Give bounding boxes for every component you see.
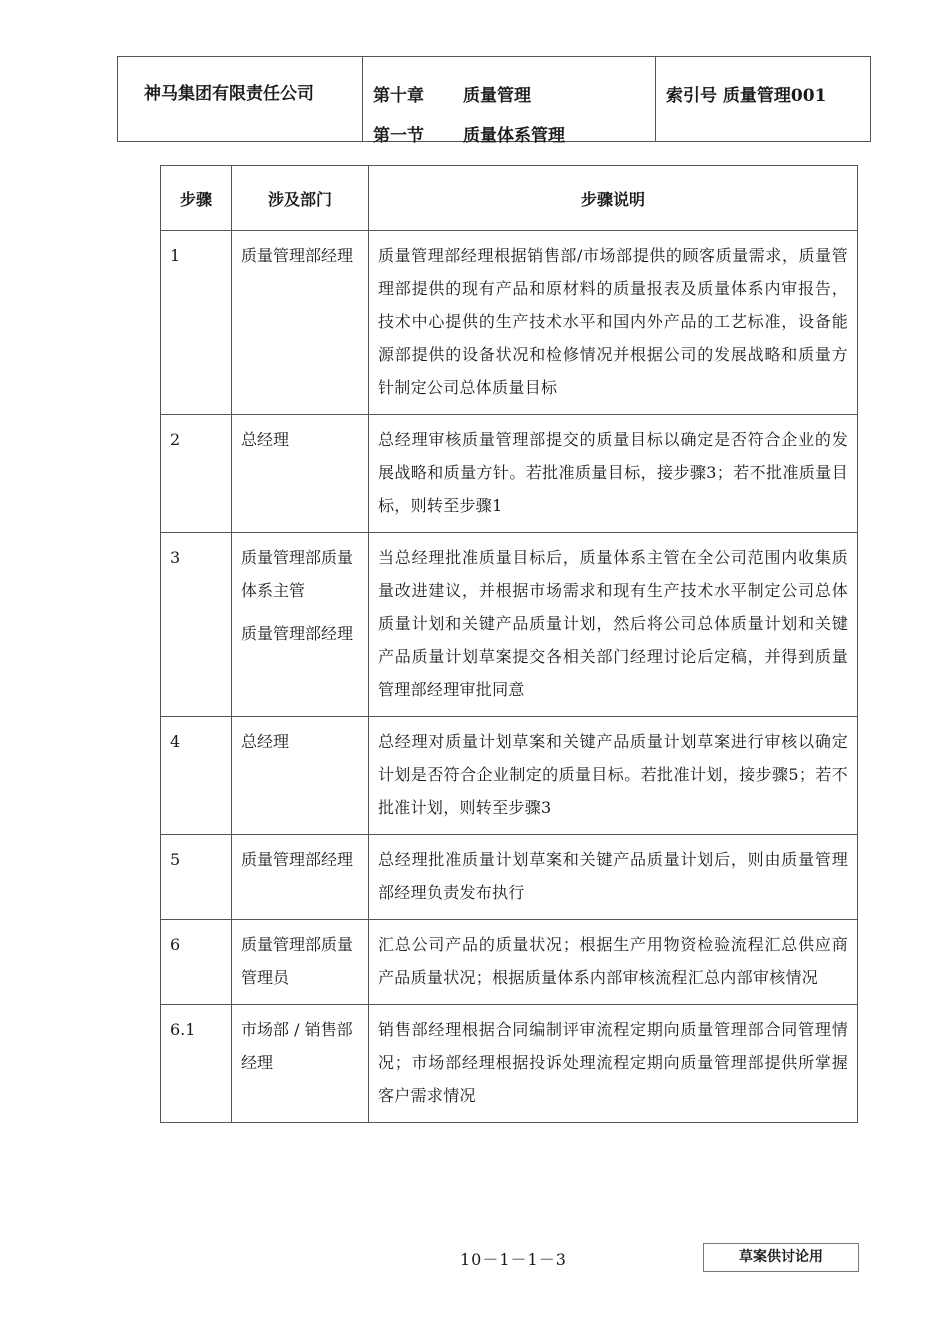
table-row <box>161 533 858 717</box>
dept-name: 质量管理部质量管理员 <box>241 935 354 987</box>
index-line <box>666 81 826 106</box>
table-header-row <box>161 166 858 231</box>
table-row <box>161 717 858 835</box>
step-description: 汇总公司产品的质量状况；根据生产用物资检验流程汇总供应商产品质量状况；根据质量体系内部审核流程汇总内部审核情况 <box>369 920 858 1005</box>
section-title: 质量体系管理 <box>463 126 565 146</box>
table-row <box>161 920 858 1005</box>
company-name: 神马集团有限责任公司 <box>144 84 314 104</box>
dept-name: 质量管理部质量体系主管 <box>241 548 354 600</box>
dept-name: 质量管理部经理 <box>241 246 354 265</box>
table-row <box>161 231 858 415</box>
chapter-title: 质量管理 <box>463 86 531 106</box>
dept-cell <box>232 231 369 415</box>
header-step: 步骤 <box>161 166 232 231</box>
step-number: 3 <box>161 533 232 717</box>
dept-name: 市场部 / 销售部经理 <box>241 1020 353 1072</box>
dept-cell <box>232 415 369 533</box>
section-line <box>373 121 565 146</box>
header-index-cell <box>656 57 870 141</box>
step-number: 1 <box>161 231 232 415</box>
document-header <box>117 56 871 146</box>
step-number: 4 <box>161 717 232 835</box>
dept-name: 总经理 <box>241 430 290 449</box>
header-desc: 步骤说明 <box>369 166 858 231</box>
index-code: 质量管理001 <box>722 86 827 106</box>
step-number: 6.1 <box>161 1005 232 1123</box>
section-label: 第一节 <box>373 126 424 146</box>
dept-cell <box>232 835 369 920</box>
table-row <box>161 1005 858 1123</box>
dept-cell <box>232 717 369 835</box>
header-company-cell <box>118 57 363 141</box>
table-row <box>161 835 858 920</box>
chapter-label: 第十章 <box>373 86 424 106</box>
table-row <box>161 415 858 533</box>
dept-name: 总经理 <box>241 732 290 751</box>
step-description: 销售部经理根据合同编制评审流程定期向质量管理部合同管理情况；市场部经理根据投诉处理流程定期向质量管理部提供所掌握客户需求情况 <box>369 1005 858 1123</box>
step-description: 质量管理部经理根据销售部/市场部提供的顾客质量需求，质量管理部提供的现有产品和原材料的质量报表及质量体系内审报告，技术中心提供的生产技术水平和国内外产品的工艺标准，设备能源部提供的设备状况和检修情况并根据公司的发展战略和质量方针制定公司总体质量目标 <box>369 231 858 415</box>
step-description: 总经理审核质量管理部提交的质量目标以确定是否符合企业的发展战略和质量方针。若批准质量目标，接步骤3；若不批准质量目标，则转至步骤1 <box>369 415 858 533</box>
header-dept: 涉及部门 <box>232 166 369 231</box>
header-chapter-cell <box>363 57 656 146</box>
step-number: 5 <box>161 835 232 920</box>
steps-table <box>160 165 858 1123</box>
step-description: 当总经理批准质量目标后，质量体系主管在全公司范围内收集质量改进建议，并根据市场需求和现有生产技术水平制定公司总体质量计划和关键产品质量计划，然后将公司总体质量计划和关键产品质量计划草案提交各相关部门经理讨论后定稿，并得到质量管理部经理审批同意 <box>369 533 858 717</box>
step-description: 总经理对质量计划草案和关键产品质量计划草案进行审核以确定计划是否符合企业制定的质量目标。若批准计划，接步骤5；若不批准计划，则转至步骤3 <box>369 717 858 835</box>
step-number: 6 <box>161 920 232 1005</box>
dept-cell <box>232 533 369 717</box>
draft-note: 草案供讨论用 <box>703 1243 859 1272</box>
step-number: 2 <box>161 415 232 533</box>
page-number: 10－1－1－3 <box>460 1250 567 1269</box>
index-label: 索引号 <box>666 86 717 106</box>
dept-cell <box>232 920 369 1005</box>
dept-name: 质量管理部经理 <box>241 624 354 643</box>
dept-name: 质量管理部经理 <box>241 850 354 869</box>
dept-cell <box>232 1005 369 1123</box>
chapter-line <box>373 81 531 106</box>
step-description: 总经理批准质量计划草案和关键产品质量计划后，则由质量管理部经理负责发布执行 <box>369 835 858 920</box>
